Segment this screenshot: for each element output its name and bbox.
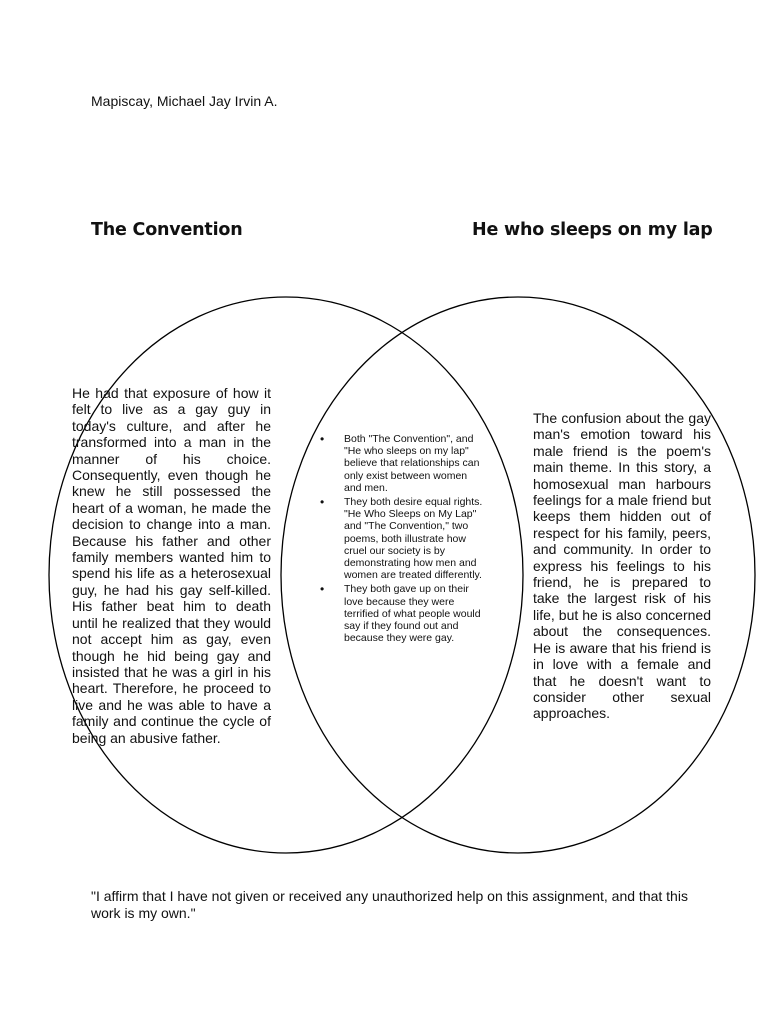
overlap-bullet-item: • Both "The Convention", and "He who sleeps on my lap" believe that relationships can only exist between women and men. bbox=[318, 433, 486, 494]
overlap-bullet-list bbox=[318, 433, 486, 646]
heading-he-who-sleeps-on-my-lap: He who sleeps on my lap bbox=[472, 220, 713, 240]
left-circle-text: He had that exposure of how it felt to live as a gay guy in today's culture, and after he transformed into a man in the manner of his choice. Consequently, even though he knew he still possessed the heart of a woman, he made the decision to change into a man. Because his father and other family members wanted him to spend his life as a heterosexual guy, he had his gay self-killed. His father beat him to death until he realized that they would not accept him as gay, even though he hid being gay and insisted that he was a girl in his heart. Therefore, he proceed to live and he was able to have a family and continue the cycle of being an abusive father. bbox=[72, 385, 271, 746]
affirmation-statement: "I affirm that I have not given or received any unauthorized help on this assignment, and that this work is my own." bbox=[91, 888, 688, 921]
overlap-bullet-item: • They both gave up on their love because they were terrified of what people would say if they found out and because they were gay. bbox=[318, 583, 486, 644]
author-name: Mapiscay, Michael Jay Irvin A. bbox=[91, 93, 278, 109]
right-circle-text: The confusion about the gay man's emotion toward his male friend is the poem's main theme. In this story, a homosexual man harbours feelings for a male friend but keeps them hidden out of respect for his family, peers, and community. In order to express his feelings to his friend, he is prepared to take the largest risk of his life, but he is also concerned about the consequences. He is aware that his friend is in love with a female and that he doesn't want to consider other sexual approaches. bbox=[533, 410, 711, 722]
overlap-bullet-item: • They both desire equal rights. "He Who Sleeps on My Lap" and "The Convention," two poems, both illustrate how cruel our society is by demonstrating how men and women are treated differently. bbox=[318, 496, 486, 581]
heading-the-convention: The Convention bbox=[91, 220, 243, 240]
